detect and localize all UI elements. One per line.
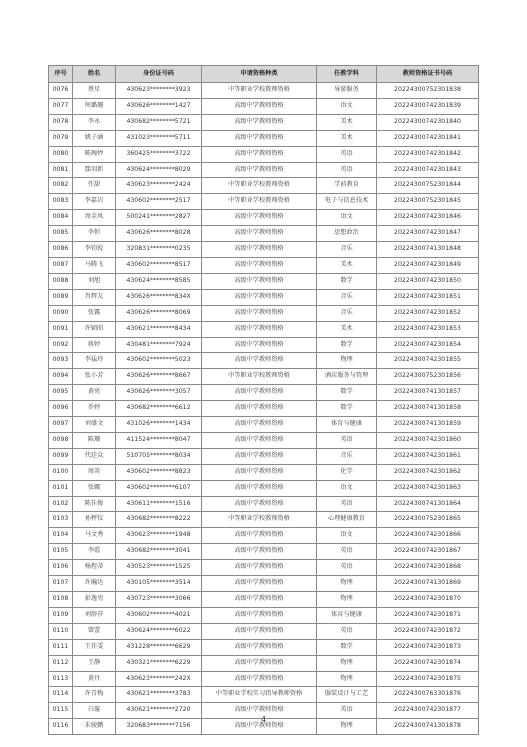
cell-name: 许穎昭 <box>73 321 116 337</box>
cell-serial-number: 0079 <box>49 130 73 146</box>
cell-subject: 英语 <box>317 496 377 512</box>
table-row <box>49 401 479 417</box>
cell-id-number: 431228********6629 <box>116 639 202 655</box>
cell-id-number: 430602********2517 <box>116 194 202 210</box>
table-row <box>49 273 479 289</box>
cell-qualification-type: 高级中学教师资格 <box>202 623 317 639</box>
cell-subject: 思想政治 <box>317 226 377 242</box>
cell-qualification-type: 高级中学教师资格 <box>202 480 317 496</box>
cell-name: 黄丹 <box>73 671 116 687</box>
cell-qualification-type: 高级中学教师资格 <box>202 289 317 305</box>
cell-id-number: 430626********3057 <box>116 385 202 401</box>
cell-qualification-type: 高级中学教师资格 <box>202 592 317 608</box>
cell-qualification-type: 高级中学教师资格 <box>202 226 317 242</box>
cell-serial-number: 0078 <box>49 114 73 130</box>
cell-serial-number: 0094 <box>49 369 73 385</box>
cell-certificate-number: 20224300741301859 <box>377 417 479 433</box>
cell-name: 刘旭 <box>73 273 116 289</box>
table-row <box>49 560 479 576</box>
cell-serial-number: 0108 <box>49 592 73 608</box>
cell-serial-number: 0090 <box>49 305 73 321</box>
cell-subject: 英语 <box>317 146 377 162</box>
table-row <box>49 130 479 146</box>
cell-id-number: 320683********7156 <box>116 719 202 735</box>
cell-id-number: 430621********2720 <box>116 703 202 719</box>
table-row <box>49 432 479 448</box>
cell-certificate-number: 20224300742301853 <box>377 321 479 337</box>
cell-certificate-number: 20224300742301854 <box>377 337 479 353</box>
cell-serial-number: 0105 <box>49 544 73 560</box>
cell-subject: 音乐 <box>317 305 377 321</box>
cell-name: 王佳雯 <box>73 639 116 655</box>
cell-qualification-type: 高级中学教师资格 <box>202 257 317 273</box>
cell-qualification-type: 高级中学教师资格 <box>202 496 317 512</box>
cell-qualification-type: 高级中学教师资格 <box>202 353 317 369</box>
cell-qualification-type: 高级中学教师资格 <box>202 528 317 544</box>
cell-certificate-number: 20224300742301863 <box>377 480 479 496</box>
cell-id-number: 320831********0235 <box>116 242 202 258</box>
cell-qualification-type: 高级中学教师资格 <box>202 130 317 146</box>
cell-certificate-number: 20224300742301841 <box>377 130 479 146</box>
cell-qualification-type: 中等职业学校教师资格 <box>202 512 317 528</box>
cell-qualification-type: 中等职业学校教师资格 <box>202 369 317 385</box>
table-row <box>49 671 479 687</box>
cell-name: 孙秤仪 <box>73 512 116 528</box>
cell-id-number: 430626********8069 <box>116 305 202 321</box>
cell-id-number: 430624********8585 <box>116 273 202 289</box>
cell-name: 任甜 <box>73 178 116 194</box>
cell-qualification-type: 高级中学教师资格 <box>202 655 317 671</box>
cell-name: 刘辞莎 <box>73 607 116 623</box>
cell-serial-number: 0098 <box>49 432 73 448</box>
table-row <box>49 257 479 273</box>
cell-certificate-number: 20224300742301852 <box>377 305 479 321</box>
cell-qualification-type: 中等职业学校教师资格 <box>202 83 317 99</box>
cell-serial-number: 0100 <box>49 464 73 480</box>
cell-subject: 物理 <box>317 655 377 671</box>
cell-id-number: 430602********6107 <box>116 480 202 496</box>
cell-certificate-number: 20224300742301867 <box>377 544 479 560</box>
cell-certificate-number: 20224300742301851 <box>377 289 479 305</box>
cell-subject: 数学 <box>317 385 377 401</box>
cell-id-number: 430723********3066 <box>116 592 202 608</box>
cell-serial-number: 0111 <box>49 639 73 655</box>
table-row <box>49 178 479 194</box>
cell-id-number: 430602********8823 <box>116 464 202 480</box>
cell-certificate-number: 20224300752301865 <box>377 512 479 528</box>
cell-qualification-type: 高级中学教师资格 <box>202 703 317 719</box>
cell-qualification-type: 高级中学教师资格 <box>202 560 317 576</box>
cell-certificate-number: 20224300742301846 <box>377 210 479 226</box>
cell-id-number: 430626********1427 <box>116 98 202 114</box>
cell-serial-number: 0103 <box>49 512 73 528</box>
cell-id-number: 430682********8222 <box>116 512 202 528</box>
cell-subject: 语文 <box>317 480 377 496</box>
table-row <box>49 607 479 623</box>
cell-subject: 英语 <box>317 560 377 576</box>
cell-serial-number: 0088 <box>49 273 73 289</box>
table-body <box>49 83 479 735</box>
cell-subject: 语文 <box>317 210 377 226</box>
cell-certificate-number: 20224300742301875 <box>377 671 479 687</box>
cell-subject: 英语 <box>317 703 377 719</box>
table-row <box>49 194 479 210</box>
cell-serial-number: 0112 <box>49 655 73 671</box>
cell-name: 曾蕾 <box>73 623 116 639</box>
cell-name: 周炎 <box>73 464 116 480</box>
cell-serial-number: 0116 <box>49 719 73 735</box>
cell-certificate-number: 20224300742301839 <box>377 98 479 114</box>
cell-serial-number: 0114 <box>49 687 73 703</box>
cell-qualification-type: 高级中学教师资格 <box>202 671 317 687</box>
table-row <box>49 623 479 639</box>
header-subject: 任教学科 <box>317 66 377 83</box>
table-row <box>49 146 479 162</box>
table-row <box>49 242 479 258</box>
cell-subject: 物理 <box>317 353 377 369</box>
cell-qualification-type: 高级中学教师资格 <box>202 98 317 114</box>
cell-subject: 英语 <box>317 432 377 448</box>
cell-subject: 数学 <box>317 401 377 417</box>
table-row <box>49 337 479 353</box>
header-certificate-number: 教师资格证书号码 <box>377 66 479 83</box>
cell-id-number: 430105********3514 <box>116 576 202 592</box>
table-row <box>49 162 479 178</box>
cell-id-number: 430682********6612 <box>116 401 202 417</box>
cell-subject: 数学 <box>317 337 377 353</box>
cell-id-number: 430602********5023 <box>116 353 202 369</box>
cell-subject: 数学 <box>317 273 377 289</box>
table-row <box>49 655 479 671</box>
cell-qualification-type: 高级中学教师资格 <box>202 432 317 448</box>
cell-id-number: 500241********2827 <box>116 210 202 226</box>
cell-subject: 美术 <box>317 257 377 273</box>
cell-qualification-type: 高级中学教师资格 <box>202 719 317 735</box>
cell-name: 白璇 <box>73 703 116 719</box>
cell-certificate-number: 20224300742301871 <box>377 607 479 623</box>
cell-name: 马腾飞 <box>73 257 116 273</box>
cell-subject: 酒店服务与管理 <box>317 369 377 385</box>
table-row <box>49 321 479 337</box>
cell-serial-number: 0115 <box>49 703 73 719</box>
cell-certificate-number: 20224300742301861 <box>377 448 479 464</box>
cell-qualification-type: 中等职业学校教师资格 <box>202 194 317 210</box>
cell-qualification-type: 高级中学教师资格 <box>202 337 317 353</box>
cell-serial-number: 0102 <box>49 496 73 512</box>
page-number: 4 <box>260 715 267 724</box>
cell-name: 张娜 <box>73 480 116 496</box>
cell-serial-number: 0082 <box>49 178 73 194</box>
cell-qualification-type: 高级中学教师资格 <box>202 146 317 162</box>
cell-serial-number: 0086 <box>49 242 73 258</box>
cell-id-number: 430623********2424 <box>116 178 202 194</box>
cell-serial-number: 0089 <box>49 289 73 305</box>
cell-name: 马文秀 <box>73 528 116 544</box>
cell-subject: 英语 <box>317 623 377 639</box>
header-qualification-type: 申请资格种类 <box>202 66 317 83</box>
cell-serial-number: 0110 <box>49 623 73 639</box>
cell-subject: 导游服务 <box>317 83 377 99</box>
cell-certificate-number: 20224300763301876 <box>377 687 479 703</box>
cell-certificate-number: 20224300741301878 <box>377 719 479 735</box>
cell-subject: 音乐 <box>317 242 377 258</box>
table-row <box>49 528 479 544</box>
cell-id-number: 430321********6229 <box>116 655 202 671</box>
cell-certificate-number: 20224300742301872 <box>377 623 479 639</box>
header-row <box>49 66 479 83</box>
cell-name: 李恒 <box>73 226 116 242</box>
cell-name: 陈琬婷 <box>73 146 116 162</box>
cell-name: 许青梅 <box>73 687 116 703</box>
cell-certificate-number: 20224300742301847 <box>377 226 479 242</box>
cell-id-number: 430481********7924 <box>116 337 202 353</box>
cell-serial-number: 0076 <box>49 83 73 99</box>
table-row <box>49 305 479 321</box>
cell-subject: 电子与信息技术 <box>317 194 377 210</box>
table-row <box>49 226 479 242</box>
cell-subject: 英语 <box>317 544 377 560</box>
cell-certificate-number: 20224300742301843 <box>377 162 479 178</box>
cell-qualification-type: 高级中学教师资格 <box>202 576 317 592</box>
cell-certificate-number: 20224300752301856 <box>377 369 479 385</box>
table-row <box>49 417 479 433</box>
cell-serial-number: 0109 <box>49 607 73 623</box>
cell-serial-number: 0107 <box>49 576 73 592</box>
cell-certificate-number: 20224300742301849 <box>377 257 479 273</box>
cell-name: 黄亮 <box>73 385 116 401</box>
header-name: 姓名 <box>73 66 116 83</box>
cell-subject: 美术 <box>317 321 377 337</box>
cell-certificate-number: 20224300742301842 <box>377 146 479 162</box>
cell-qualification-type: 高级中学教师资格 <box>202 401 317 417</box>
cell-name: 乔婷 <box>73 401 116 417</box>
cell-serial-number: 0096 <box>49 401 73 417</box>
cell-id-number: 430602********8517 <box>116 257 202 273</box>
cell-certificate-number: 20224300742301870 <box>377 592 479 608</box>
cell-name: 王静 <box>73 655 116 671</box>
cell-qualification-type: 高级中学教师资格 <box>202 385 317 401</box>
cell-id-number: 430623********1948 <box>116 528 202 544</box>
cell-serial-number: 0085 <box>49 226 73 242</box>
cell-certificate-number: 20224300742301868 <box>377 560 479 576</box>
cell-id-number: 430624********8029 <box>116 162 202 178</box>
cell-certificate-number: 20224300752301844 <box>377 178 479 194</box>
cell-name: 陈佳俊 <box>73 496 116 512</box>
cell-qualification-type: 高级中学教师资格 <box>202 639 317 655</box>
cell-id-number: 430602********4021 <box>116 607 202 623</box>
cell-name: 李猛玲 <box>73 353 116 369</box>
table-row <box>49 83 479 99</box>
cell-name: 李霞 <box>73 544 116 560</box>
header-id-number: 身份证号码 <box>116 66 202 83</box>
cell-qualification-type: 高级中学教师资格 <box>202 321 317 337</box>
cell-serial-number: 0087 <box>49 257 73 273</box>
cell-qualification-type: 中等职业学校实习指导教师资格 <box>202 687 317 703</box>
cell-id-number: 430626********8028 <box>116 226 202 242</box>
cell-subject: 学前教育 <box>317 178 377 194</box>
cell-qualification-type: 高级中学教师资格 <box>202 417 317 433</box>
cell-certificate-number: 20224300742301862 <box>377 464 479 480</box>
cell-serial-number: 0077 <box>49 98 73 114</box>
cell-name: 陈珊 <box>73 432 116 448</box>
cell-qualification-type: 中等职业学校教师资格 <box>202 178 317 194</box>
cell-qualification-type: 高级中学教师资格 <box>202 210 317 226</box>
cell-qualification-type: 高级中学教师资格 <box>202 162 317 178</box>
cell-subject: 语文 <box>317 98 377 114</box>
cell-id-number: 360425********3722 <box>116 146 202 162</box>
cell-name: 姚子涵 <box>73 130 116 146</box>
cell-serial-number: 0093 <box>49 353 73 369</box>
cell-name: 朱骏鹏 <box>73 719 116 735</box>
cell-id-number: 430682********5721 <box>116 114 202 130</box>
table-row <box>49 464 479 480</box>
cell-subject: 物理 <box>317 576 377 592</box>
table-row <box>49 544 479 560</box>
cell-name: 张小芳 <box>73 369 116 385</box>
cell-id-number: 430621********8434 <box>116 321 202 337</box>
cell-id-number: 430682********3041 <box>116 544 202 560</box>
cell-subject: 心理健康教育 <box>317 512 377 528</box>
cell-name: 代廷众 <box>73 448 116 464</box>
table-row <box>49 512 479 528</box>
header-serial-number: 序号 <box>49 66 73 83</box>
cell-certificate-number: 20224300742301877 <box>377 703 479 719</box>
cell-id-number: 431023********5711 <box>116 130 202 146</box>
teacher-certificate-table <box>48 65 479 735</box>
cell-subject: 物理 <box>317 719 377 735</box>
cell-name: 肖辉友 <box>73 289 116 305</box>
cell-subject: 音乐 <box>317 448 377 464</box>
cell-name: 周金凤 <box>73 210 116 226</box>
cell-certificate-number: 20224300741301848 <box>377 242 479 258</box>
cell-subject: 美术 <box>317 130 377 146</box>
cell-serial-number: 0091 <box>49 321 73 337</box>
cell-subject: 物理 <box>317 671 377 687</box>
cell-id-number: 411524********8047 <box>116 432 202 448</box>
table-row <box>49 496 479 512</box>
table-row <box>49 639 479 655</box>
cell-name: 李钧锐 <box>73 242 116 258</box>
cell-certificate-number: 20224300741301869 <box>377 576 479 592</box>
cell-subject: 服装设计与工艺 <box>317 687 377 703</box>
cell-id-number: 430621********3783 <box>116 687 202 703</box>
cell-name: 张露 <box>73 305 116 321</box>
table-row <box>49 369 479 385</box>
cell-id-number: 430623********3923 <box>116 83 202 99</box>
table-row <box>49 576 479 592</box>
cell-id-number: 430623********242X <box>116 671 202 687</box>
cell-qualification-type: 高级中学教师资格 <box>202 114 317 130</box>
table-row <box>49 98 479 114</box>
cell-certificate-number: 20224300752301838 <box>377 83 479 99</box>
table-row <box>49 114 479 130</box>
cell-qualification-type: 高级中学教师资格 <box>202 242 317 258</box>
cell-name: 杨煜蒂 <box>73 560 116 576</box>
cell-name: 许瀚达 <box>73 576 116 592</box>
cell-certificate-number: 20224300742301860 <box>377 432 479 448</box>
cell-id-number: 510705********8034 <box>116 448 202 464</box>
cell-serial-number: 0084 <box>49 210 73 226</box>
cell-serial-number: 0099 <box>49 448 73 464</box>
cell-subject: 体育与健康 <box>317 607 377 623</box>
cell-id-number: 430611********1516 <box>116 496 202 512</box>
table-row <box>49 687 479 703</box>
cell-serial-number: 0097 <box>49 417 73 433</box>
cell-subject: 体育与健康 <box>317 417 377 433</box>
cell-certificate-number: 20224300752301845 <box>377 194 479 210</box>
cell-qualification-type: 高级中学教师资格 <box>202 273 317 289</box>
cell-id-number: 431026********1434 <box>116 417 202 433</box>
cell-name: 蒋婷 <box>73 337 116 353</box>
table-row <box>49 448 479 464</box>
cell-certificate-number: 20224300742301855 <box>377 353 479 369</box>
cell-subject: 美术 <box>317 114 377 130</box>
cell-certificate-number: 20224300741301864 <box>377 496 479 512</box>
cell-serial-number: 0081 <box>49 162 73 178</box>
cell-subject: 物理 <box>317 592 377 608</box>
cell-certificate-number: 20224300742301840 <box>377 114 479 130</box>
table-header <box>49 66 479 83</box>
cell-certificate-number: 20224300741301857 <box>377 385 479 401</box>
cell-name: 李永 <box>73 114 116 130</box>
cell-subject: 化学 <box>317 464 377 480</box>
cell-name: 蔡星 <box>73 83 116 99</box>
cell-serial-number: 0095 <box>49 385 73 401</box>
cell-name: 鄢羽新 <box>73 162 116 178</box>
cell-subject: 数学 <box>317 639 377 655</box>
table-row <box>49 385 479 401</box>
cell-qualification-type: 高级中学教师资格 <box>202 464 317 480</box>
cell-certificate-number: 20224300741301858 <box>377 401 479 417</box>
cell-certificate-number: 20224300742301874 <box>377 655 479 671</box>
cell-subject: 英语 <box>317 162 377 178</box>
cell-name: 李嘉岩 <box>73 194 116 210</box>
cell-qualification-type: 高级中学教师资格 <box>202 305 317 321</box>
cell-certificate-number: 20224300742301866 <box>377 528 479 544</box>
cell-serial-number: 0101 <box>49 480 73 496</box>
cell-id-number: 430523********1525 <box>116 560 202 576</box>
cell-id-number: 430624********6022 <box>116 623 202 639</box>
cell-serial-number: 0092 <box>49 337 73 353</box>
table-row <box>49 353 479 369</box>
table-row <box>49 480 479 496</box>
cell-serial-number: 0104 <box>49 528 73 544</box>
cell-serial-number: 0083 <box>49 194 73 210</box>
cell-certificate-number: 20224300742301850 <box>377 273 479 289</box>
cell-certificate-number: 20224300742301873 <box>377 639 479 655</box>
table-row <box>49 592 479 608</box>
cell-subject: 语文 <box>317 528 377 544</box>
cell-serial-number: 0113 <box>49 671 73 687</box>
cell-subject: 音乐 <box>317 289 377 305</box>
cell-id-number: 430626********834X <box>116 289 202 305</box>
cell-name: 刘盛文 <box>73 417 116 433</box>
cell-serial-number: 0106 <box>49 560 73 576</box>
cell-name: 彭逸男 <box>73 592 116 608</box>
cell-qualification-type: 高级中学教师资格 <box>202 607 317 623</box>
table-row <box>49 289 479 305</box>
cell-qualification-type: 高级中学教师资格 <box>202 448 317 464</box>
cell-serial-number: 0080 <box>49 146 73 162</box>
cell-name: 何璐珊 <box>73 98 116 114</box>
cell-id-number: 430626********8667 <box>116 369 202 385</box>
cell-qualification-type: 高级中学教师资格 <box>202 544 317 560</box>
table-row <box>49 210 479 226</box>
